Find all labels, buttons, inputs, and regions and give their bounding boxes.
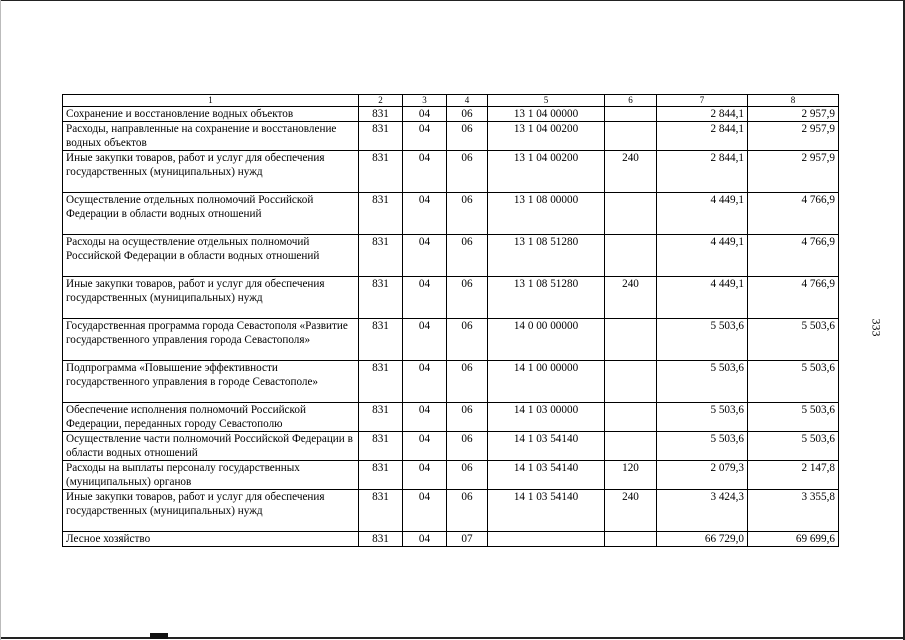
section-code-cell: 04 bbox=[403, 490, 447, 532]
expense-type-cell bbox=[605, 319, 657, 361]
amount-year1-cell: 2 844,1 bbox=[657, 107, 748, 122]
page-border-bottom bbox=[0, 637, 905, 639]
expense-type-cell bbox=[605, 235, 657, 277]
subsection-code-cell: 06 bbox=[447, 107, 488, 122]
ministry-code-cell: 831 bbox=[359, 432, 403, 461]
column-number: 5 bbox=[488, 95, 605, 107]
target-article-cell: 14 1 03 54140 bbox=[488, 461, 605, 490]
table-row bbox=[63, 277, 839, 319]
amount-year1-cell: 5 503,6 bbox=[657, 319, 748, 361]
amount-year1-cell: 5 503,6 bbox=[657, 432, 748, 461]
row-name-cell: Государственная программа города Севастополя «Развитие государственного управления города Севастополя» bbox=[63, 319, 359, 361]
target-article-cell: 14 1 03 54140 bbox=[488, 490, 605, 532]
row-name-cell: Лесное хозяйство bbox=[63, 532, 359, 547]
scan-mark bbox=[150, 633, 168, 639]
expense-type-cell: 240 bbox=[605, 490, 657, 532]
row-name-cell: Расходы на выплаты персоналу государственных (муниципальных) органов bbox=[63, 461, 359, 490]
ministry-code-cell: 831 bbox=[359, 193, 403, 235]
row-name-cell: Расходы, направленные на сохранение и восстановление водных объектов bbox=[63, 122, 359, 151]
ministry-code-cell: 831 bbox=[359, 403, 403, 432]
subsection-code-cell: 06 bbox=[447, 235, 488, 277]
table-row bbox=[63, 151, 839, 193]
section-code-cell: 04 bbox=[403, 107, 447, 122]
table-row bbox=[63, 432, 839, 461]
expense-type-cell: 240 bbox=[605, 277, 657, 319]
ministry-code-cell: 831 bbox=[359, 277, 403, 319]
subsection-code-cell: 06 bbox=[447, 277, 488, 319]
target-article-cell: 13 1 08 51280 bbox=[488, 277, 605, 319]
subsection-code-cell: 06 bbox=[447, 432, 488, 461]
amount-year2-cell: 5 503,6 bbox=[748, 403, 839, 432]
expense-type-cell bbox=[605, 122, 657, 151]
section-code-cell: 04 bbox=[403, 122, 447, 151]
expense-type-cell bbox=[605, 107, 657, 122]
amount-year1-cell: 4 449,1 bbox=[657, 193, 748, 235]
amount-year1-cell: 4 449,1 bbox=[657, 277, 748, 319]
column-number: 8 bbox=[748, 95, 839, 107]
page-border-top bbox=[0, 0, 905, 1]
target-article-cell: 14 1 03 00000 bbox=[488, 403, 605, 432]
ministry-code-cell: 831 bbox=[359, 107, 403, 122]
amount-year2-cell: 2 957,9 bbox=[748, 151, 839, 193]
amount-year1-cell: 66 729,0 bbox=[657, 532, 748, 547]
amount-year2-cell: 4 766,9 bbox=[748, 277, 839, 319]
ministry-code-cell: 831 bbox=[359, 319, 403, 361]
expense-type-cell bbox=[605, 532, 657, 547]
column-number: 3 bbox=[403, 95, 447, 107]
expense-type-cell: 240 bbox=[605, 151, 657, 193]
table-row bbox=[63, 532, 839, 547]
amount-year2-cell: 2 147,8 bbox=[748, 461, 839, 490]
amount-year1-cell: 2 844,1 bbox=[657, 151, 748, 193]
row-name-cell: Обеспечение исполнения полномочий Российской Федерации, переданных городу Севастополю bbox=[63, 403, 359, 432]
target-article-cell: 13 1 08 51280 bbox=[488, 235, 605, 277]
table-row bbox=[63, 490, 839, 532]
ministry-code-cell: 831 bbox=[359, 532, 403, 547]
subsection-code-cell: 06 bbox=[447, 193, 488, 235]
amount-year2-cell: 5 503,6 bbox=[748, 432, 839, 461]
amount-year1-cell: 4 449,1 bbox=[657, 235, 748, 277]
subsection-code-cell: 06 bbox=[447, 490, 488, 532]
row-name-cell: Осуществление части полномочий Российской Федерации в области водных отношений bbox=[63, 432, 359, 461]
column-number: 4 bbox=[447, 95, 488, 107]
amount-year2-cell: 5 503,6 bbox=[748, 361, 839, 403]
row-name-cell: Подпрограмма «Повышение эффективности государственного управления в городе Севастополе» bbox=[63, 361, 359, 403]
amount-year2-cell: 2 957,9 bbox=[748, 122, 839, 151]
row-name-cell: Иные закупки товаров, работ и услуг для обеспечения государственных (муниципальных) нужд bbox=[63, 490, 359, 532]
amount-year2-cell: 69 699,6 bbox=[748, 532, 839, 547]
row-name-cell: Иные закупки товаров, работ и услуг для обеспечения государственных (муниципальных) нужд bbox=[63, 277, 359, 319]
budget-table bbox=[62, 94, 839, 547]
amount-year2-cell: 4 766,9 bbox=[748, 193, 839, 235]
table-row bbox=[63, 193, 839, 235]
section-code-cell: 04 bbox=[403, 432, 447, 461]
table-row bbox=[63, 361, 839, 403]
table-row bbox=[63, 235, 839, 277]
row-name-cell: Осуществление отдельных полномочий Российской Федерации в области водных отношений bbox=[63, 193, 359, 235]
ministry-code-cell: 831 bbox=[359, 122, 403, 151]
expense-type-cell bbox=[605, 361, 657, 403]
amount-year2-cell: 3 355,8 bbox=[748, 490, 839, 532]
ministry-code-cell: 831 bbox=[359, 490, 403, 532]
ministry-code-cell: 831 bbox=[359, 461, 403, 490]
table-row bbox=[63, 403, 839, 432]
table-row bbox=[63, 461, 839, 490]
target-article-cell: 14 0 00 00000 bbox=[488, 319, 605, 361]
target-article-cell: 13 1 04 00000 bbox=[488, 107, 605, 122]
section-code-cell: 04 bbox=[403, 277, 447, 319]
amount-year1-cell: 5 503,6 bbox=[657, 361, 748, 403]
row-name-cell: Сохранение и восстановление водных объектов bbox=[63, 107, 359, 122]
amount-year1-cell: 2 079,3 bbox=[657, 461, 748, 490]
subsection-code-cell: 06 bbox=[447, 122, 488, 151]
ministry-code-cell: 831 bbox=[359, 361, 403, 403]
expense-type-cell bbox=[605, 403, 657, 432]
target-article-cell: 14 1 00 00000 bbox=[488, 361, 605, 403]
column-number: 7 bbox=[657, 95, 748, 107]
target-article-cell: 13 1 04 00200 bbox=[488, 122, 605, 151]
column-number: 2 bbox=[359, 95, 403, 107]
section-code-cell: 04 bbox=[403, 319, 447, 361]
page-border-left bbox=[0, 0, 1, 640]
subsection-code-cell: 06 bbox=[447, 461, 488, 490]
section-code-cell: 04 bbox=[403, 403, 447, 432]
target-article-cell: 13 1 08 00000 bbox=[488, 193, 605, 235]
section-code-cell: 04 bbox=[403, 361, 447, 403]
row-name-cell: Иные закупки товаров, работ и услуг для обеспечения государственных (муниципальных) нужд bbox=[63, 151, 359, 193]
amount-year2-cell: 5 503,6 bbox=[748, 319, 839, 361]
amount-year2-cell: 4 766,9 bbox=[748, 235, 839, 277]
amount-year2-cell: 2 957,9 bbox=[748, 107, 839, 122]
target-article-cell: 13 1 04 00200 bbox=[488, 151, 605, 193]
expense-type-cell bbox=[605, 432, 657, 461]
expense-type-cell bbox=[605, 193, 657, 235]
ministry-code-cell: 831 bbox=[359, 235, 403, 277]
subsection-code-cell: 06 bbox=[447, 403, 488, 432]
subsection-code-cell: 06 bbox=[447, 151, 488, 193]
target-article-cell bbox=[488, 532, 605, 547]
table-row bbox=[63, 319, 839, 361]
section-code-cell: 04 bbox=[403, 461, 447, 490]
amount-year1-cell: 3 424,3 bbox=[657, 490, 748, 532]
column-number: 1 bbox=[63, 95, 359, 107]
row-name-cell: Расходы на осуществление отдельных полномочий Российской Федерации в области водных отношений bbox=[63, 235, 359, 277]
column-number: 6 bbox=[605, 95, 657, 107]
section-code-cell: 04 bbox=[403, 151, 447, 193]
table-body bbox=[63, 95, 839, 547]
table-row bbox=[63, 107, 839, 122]
table-row bbox=[63, 122, 839, 151]
section-code-cell: 04 bbox=[403, 193, 447, 235]
expense-type-cell: 120 bbox=[605, 461, 657, 490]
section-code-cell: 04 bbox=[403, 235, 447, 277]
ministry-code-cell: 831 bbox=[359, 151, 403, 193]
amount-year1-cell: 5 503,6 bbox=[657, 403, 748, 432]
column-number-row bbox=[63, 95, 839, 107]
subsection-code-cell: 07 bbox=[447, 532, 488, 547]
amount-year1-cell: 2 844,1 bbox=[657, 122, 748, 151]
section-code-cell: 04 bbox=[403, 532, 447, 547]
page-number: 333 bbox=[869, 318, 884, 337]
subsection-code-cell: 06 bbox=[447, 319, 488, 361]
subsection-code-cell: 06 bbox=[447, 361, 488, 403]
target-article-cell: 14 1 03 54140 bbox=[488, 432, 605, 461]
